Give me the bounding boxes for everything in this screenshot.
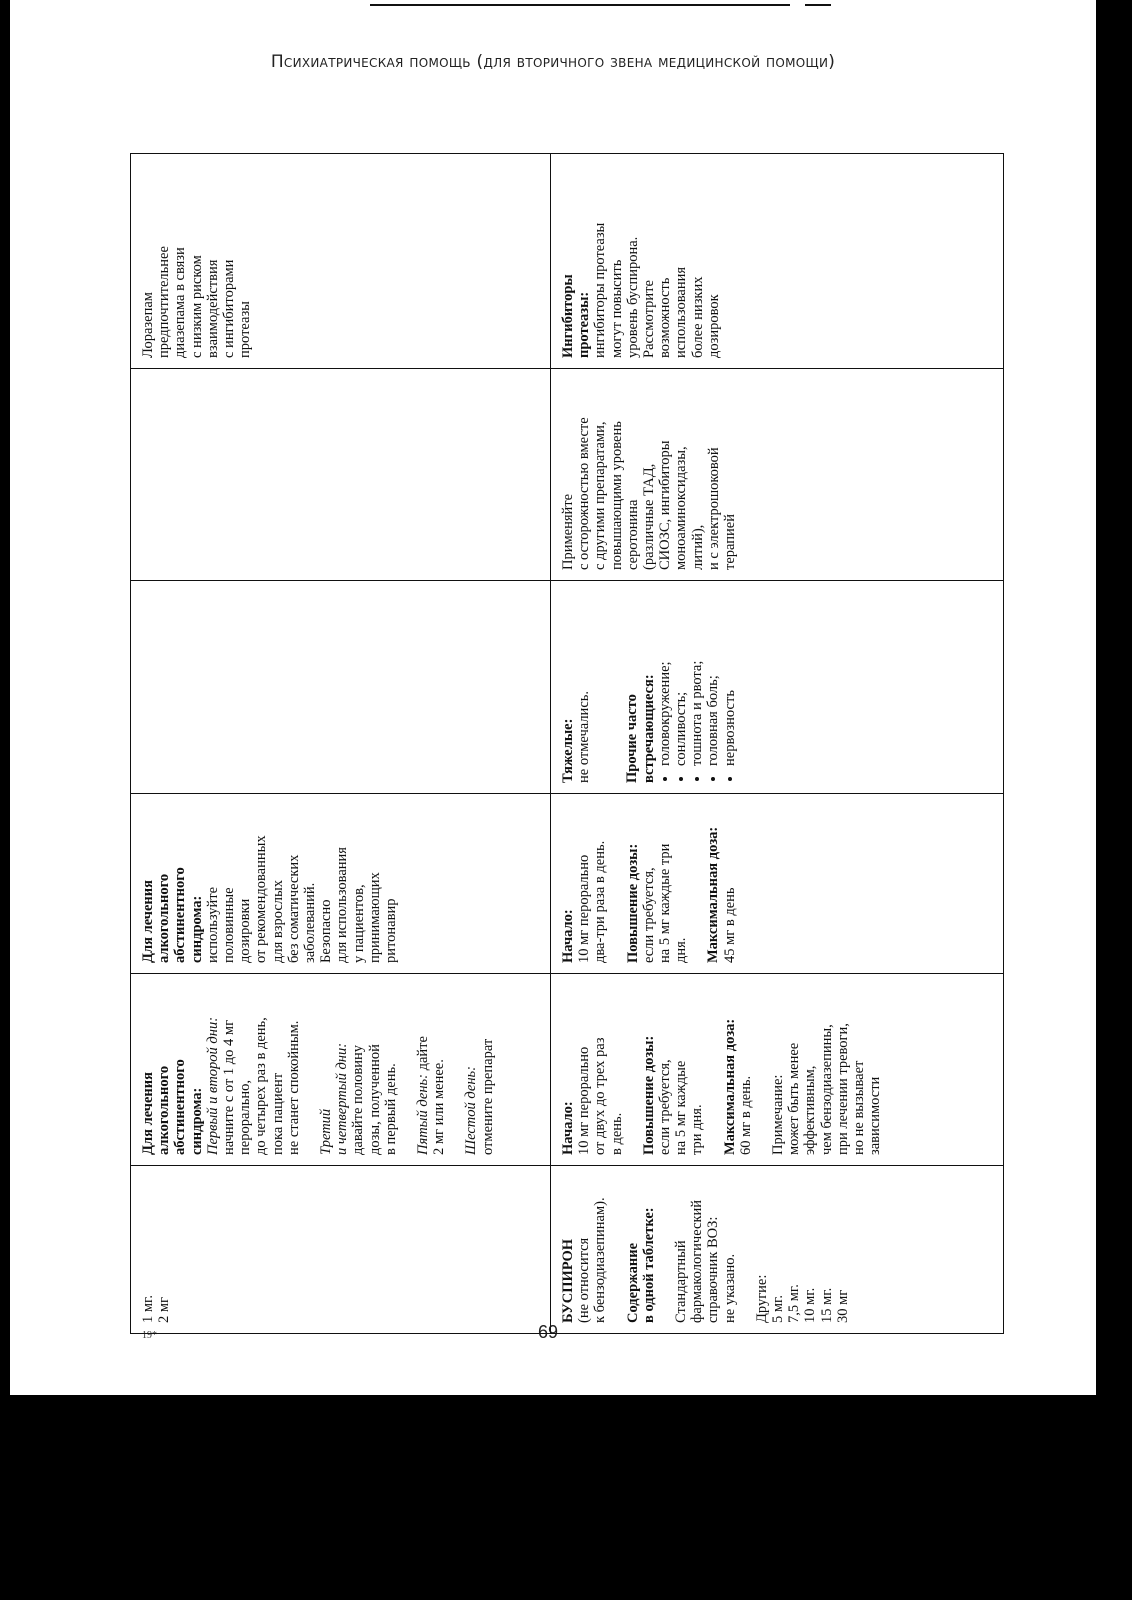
cell-r2-interactions: Применяйте с осторожностью вместе с другими препаратами, повышающими уровень серотонина (различные ТАД, СИОЗС, ингибиторы моноаминоксидазы, литий), и с электрошоковой терапией xyxy=(551,369,1004,581)
running-header: Психиатрическая помощь (для вторичного звена медицинской помощи) xyxy=(270,52,836,72)
rotated-table-container xyxy=(130,154,1004,1334)
drug-table xyxy=(130,153,1004,1334)
side-effects-list xyxy=(657,587,738,783)
cell-r1-side-effects xyxy=(131,581,551,794)
cell-r2-special-dosing: Начало: 10 мг перорально два-три раза в день. Повышение дозы: если требуется, на 5 мг каждые три дня. Максимальная доза: 45 мг в день xyxy=(551,794,1004,974)
table-row-lorazepam xyxy=(131,154,551,1334)
cell-r2-drug: БУСПИРОН (не относится к бензодиазепинам). Содержание в одной таблетке: Стандартный фармакологический справочник ВОЗ: не указано. Другие: 5 мг. 7,5 мг. 10 мг. 15 мг. 30 мг xyxy=(551,1166,1004,1334)
cell-r2-hiv-interactions: Ингибиторы протеазы: ингибиторы протеазы могут повысить уровень буспирона. Рассмотрите возможность использования более низких дозировок xyxy=(551,154,1004,369)
scan-edge-line-short xyxy=(805,4,831,6)
cell-r2-adult-dosing: Начало: 10 мг перорально от двух до трех раз в день. Повышение дозы: если требуется, на 5 мг каждые три дня. Максимальная доза: 60 мг в день. Примечание: может быть менее эффективным, чем бензодиазепины, при лечении тревоги, но не вызывает зависимости xyxy=(551,974,1004,1166)
list-item: • нервозность xyxy=(722,587,738,766)
cell-r1-adult-dosing: Для лечения алкогольного абстинентного синдрома: Первый и второй дни: начните с от 1 до 4 мг перорально, до четырех раз в день, пока пациент не станет спокойным. Третий и четвертый дни: давайте половину дозы, полученной в первый день. Пятый день: дайте 2 мг или менее. Шестой день: отмените препарат xyxy=(131,974,551,1166)
cell-r1-hiv-interactions: Лоразепам предпочтительнее диазепама в связи с низким риском взаимодействия с ингибиторами протеазы xyxy=(131,154,551,369)
list-item: • тошнота и рвота; xyxy=(689,587,705,766)
cell-r2-side-effects: Тяжелые: не отмечались. Прочие часто встречающиеся: • головокружение; • сонливость; • тошнота и рвота; • головная боль; • нервозность xyxy=(551,581,1004,794)
list-item: • сонливость; xyxy=(673,587,689,766)
cell-r1-dosage-forms: 1 мг. 2 мг xyxy=(131,1166,551,1334)
cell-r1-special-dosing: Для лечения алкогольного абстинентного синдрома: используйте половинные дозировки от рекомендованных для взрослых без соматических заболеваний. Безопасно для использования у пациентов, принимающих ритонавир xyxy=(131,794,551,974)
scan-edge-line xyxy=(370,4,790,6)
list-item: • головокружение; xyxy=(657,587,673,766)
signature-mark: 19* xyxy=(142,1330,157,1341)
cell-r1-interactions xyxy=(131,369,551,581)
page-number: 69 xyxy=(538,1322,559,1342)
table-row-buspirone xyxy=(551,154,1004,1334)
list-item: • головная боль; xyxy=(705,587,721,766)
